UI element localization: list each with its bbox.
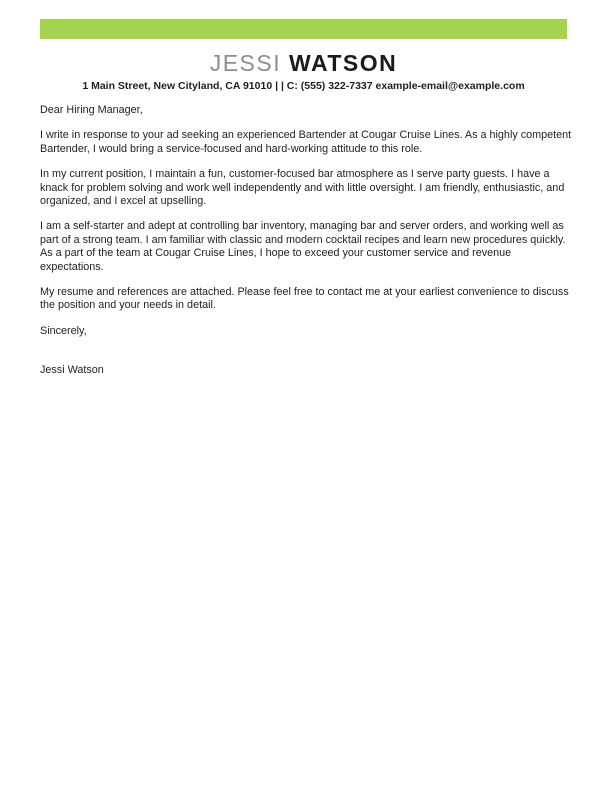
accent-bar [40, 19, 567, 39]
paragraph-3: I am a self-starter and adept at controlling bar inventory, managing bar and server orders, and working well as part of a strong team. I am familiar with classic and modern cocktail recipes and learn new procedures quickly. As a part of the team at Cougar Cruise Lines, I hope to exceed your customer service and revenue expectations. [40, 220, 566, 273]
contact-line: 1 Main Street, New Cityland, CA 91010 | | C: (555) 322-7337 example-email@example.com [82, 80, 525, 92]
last-name: WATSON [289, 50, 398, 76]
paragraph-2: In my current position, I maintain a fun, customer-focused bar atmosphere as I serve party guests. I have a knack for problem solving and work well independently and with little oversight. I am friendly, enthusiastic, and organized, and I excel at upselling. [40, 168, 565, 208]
letter-header [0, 0, 607, 93]
page-title [0, 51, 607, 76]
signature-name: Jessi Watson [40, 364, 104, 377]
salutation: Dear Hiring Manager, [40, 104, 143, 116]
paragraph-1: I write in response to your ad seeking an experienced Bartender at Cougar Cruise Lines. As a highly competent Bartender, I would bring a service-focused and hard-working attitude to this role. [40, 129, 572, 155]
first-name: JESSI [209, 50, 282, 76]
paragraph-4: My resume and references are attached. Please feel free to contact me at your earliest convenience to discuss the position and your needs in detail. [40, 286, 569, 312]
closing: Sincerely, [40, 324, 87, 337]
letter-body [40, 104, 577, 378]
